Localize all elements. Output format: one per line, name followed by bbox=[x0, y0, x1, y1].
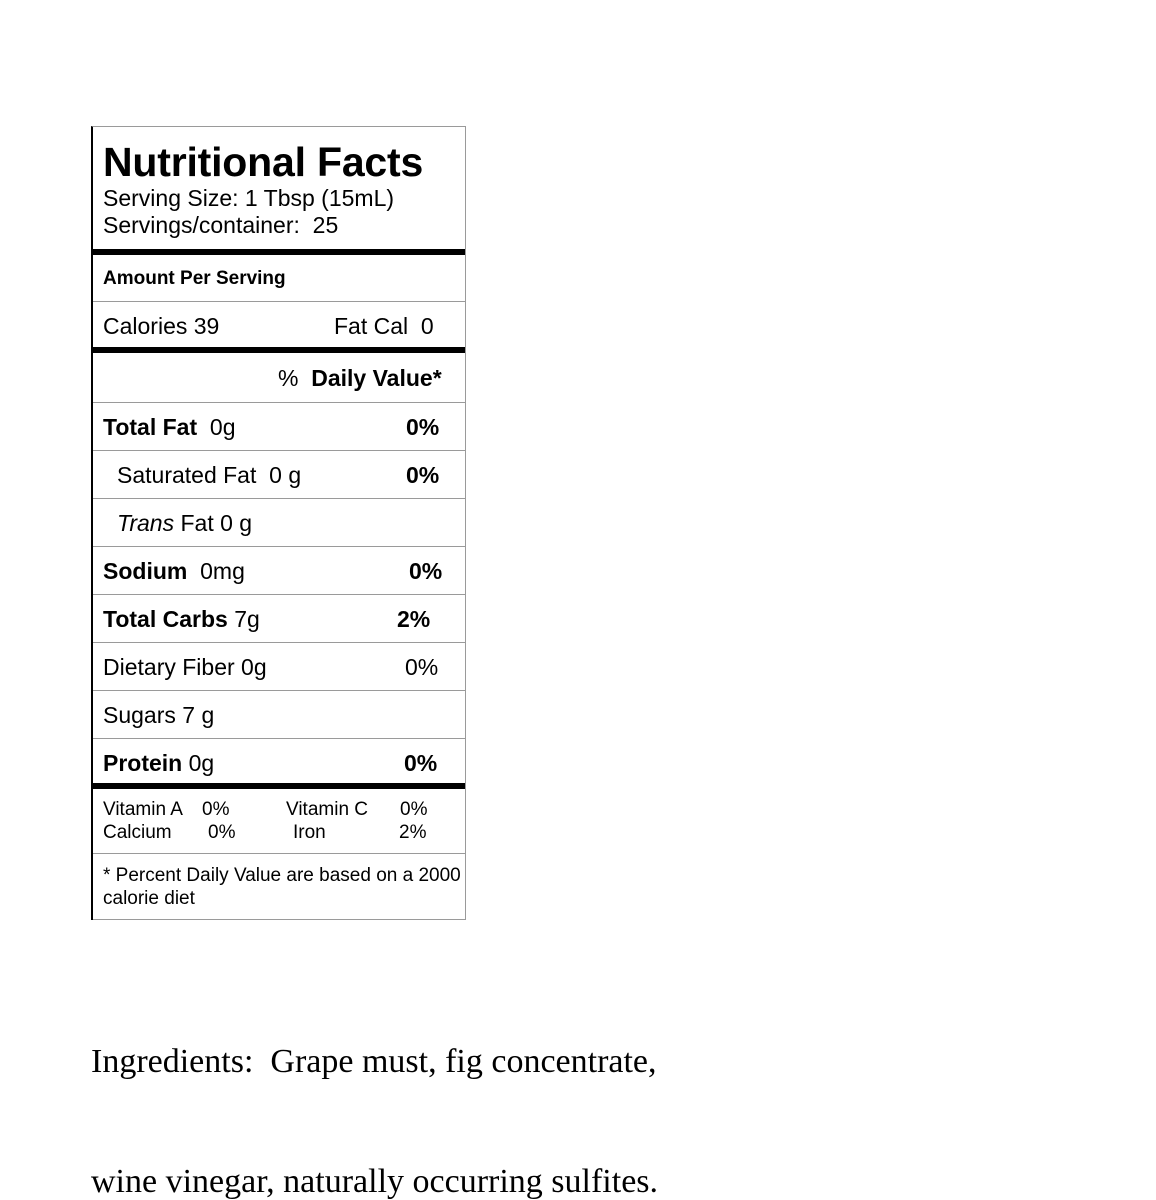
iron-value: 2% bbox=[399, 822, 427, 843]
calories-row bbox=[93, 302, 465, 353]
trans-fat-italic: Trans bbox=[117, 510, 175, 536]
ingredients-line-1: Ingredients: Grape must, fig concentrate, bbox=[91, 1043, 657, 1080]
total-fat-dv: 0% bbox=[406, 414, 440, 440]
daily-value-footnote: * Percent Daily Value are based on a 2000 calorie diet bbox=[93, 854, 465, 920]
ingredients-text bbox=[91, 962, 731, 1200]
vitamin-a-value: 0% bbox=[202, 799, 230, 820]
sodium-row bbox=[93, 547, 465, 595]
total-fat-row bbox=[93, 403, 465, 451]
total-fat-amount: 0g bbox=[197, 414, 236, 440]
protein-amount: 0g bbox=[182, 750, 215, 776]
sodium-amount: 0mg bbox=[187, 558, 245, 584]
serving-size: Serving Size: 1 Tbsp (15mL) bbox=[103, 185, 395, 211]
trans-fat-row bbox=[93, 499, 465, 547]
total-carbs-amount: 7g bbox=[227, 606, 260, 632]
protein-dv: 0% bbox=[404, 750, 438, 776]
dietary-fiber-dv: 0% bbox=[405, 654, 439, 680]
saturated-fat-row bbox=[93, 451, 465, 499]
vitamin-c-value: 0% bbox=[400, 799, 428, 820]
amount-per-serving: Amount Per Serving bbox=[103, 268, 286, 289]
sodium-name: Sodium bbox=[103, 558, 188, 584]
daily-value-header-row bbox=[93, 353, 465, 403]
daily-value-label: Daily Value* bbox=[311, 365, 442, 391]
label-title: Nutritional Facts bbox=[103, 139, 424, 185]
total-fat-name: Total Fat bbox=[103, 414, 198, 440]
calcium-value: 0% bbox=[208, 822, 236, 843]
total-carbs-dv: 2% bbox=[397, 606, 431, 632]
vitamin-a-label: Vitamin A bbox=[103, 799, 183, 820]
ingredients-line-2: wine vinegar, naturally occurring sulfites. bbox=[91, 1163, 659, 1200]
saturated-fat-dv: 0% bbox=[406, 462, 440, 488]
calcium-label: Calcium bbox=[103, 822, 172, 843]
sugars-name: Sugars 7 g bbox=[103, 702, 215, 728]
trans-fat-rest: Fat 0 g bbox=[174, 510, 253, 536]
label-header bbox=[93, 127, 465, 255]
protein-name: Protein bbox=[103, 750, 183, 776]
daily-value-percent-sign: % bbox=[278, 365, 312, 391]
sodium-dv: 0% bbox=[409, 558, 443, 584]
vitamins-minerals bbox=[93, 789, 465, 854]
fat-calories: Fat Cal 0 bbox=[334, 313, 434, 339]
daily-value-header bbox=[278, 365, 442, 392]
total-carbs-name: Total Carbs bbox=[103, 606, 228, 632]
protein-row bbox=[93, 739, 465, 789]
nutrition-facts-label bbox=[91, 126, 466, 920]
dietary-fiber-name: Dietary Fiber 0g bbox=[103, 654, 267, 680]
iron-label: Iron bbox=[293, 822, 326, 843]
saturated-fat-name: Saturated Fat 0 g bbox=[117, 462, 302, 488]
sugars-row bbox=[93, 691, 465, 739]
amount-per-serving-row bbox=[93, 255, 465, 302]
servings-per-container: Servings/container: 25 bbox=[103, 212, 339, 238]
vitamin-c-label: Vitamin C bbox=[286, 799, 369, 820]
total-carbs-row bbox=[93, 595, 465, 643]
calories: Calories 39 bbox=[103, 313, 220, 339]
dietary-fiber-row bbox=[93, 643, 465, 691]
